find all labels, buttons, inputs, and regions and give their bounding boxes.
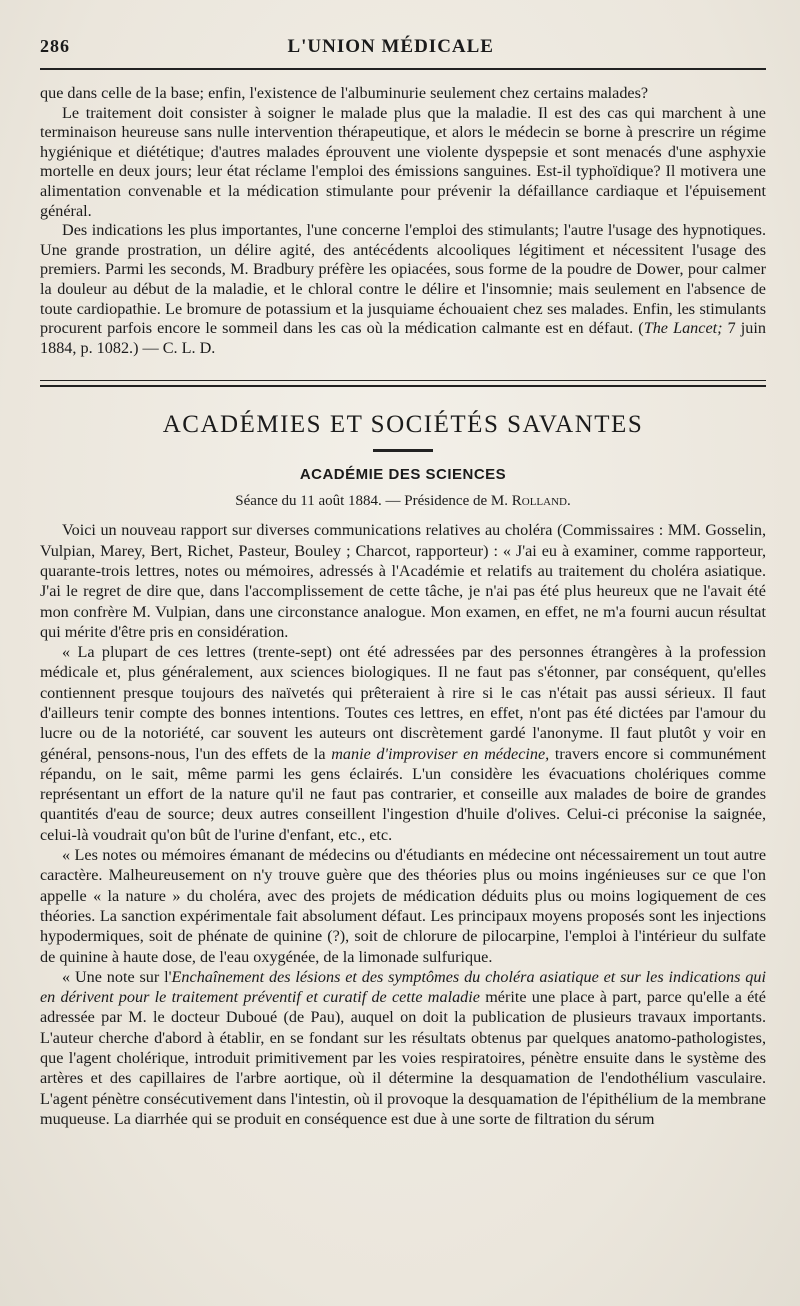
report-text: [40, 520, 766, 1129]
header-rule: [40, 68, 766, 70]
journal-title: L'UNION MÉDICALE: [287, 36, 494, 57]
title-rule: [373, 449, 433, 452]
paragraph-text: « Une note sur l': [62, 967, 172, 986]
seance-date: Séance du 11 août 1884. — Présidence de M.: [235, 493, 512, 510]
section-divider: [40, 380, 766, 387]
paragraph: « Les notes ou mémoires émanant de médecins ou d'étudiants en médecine ont nécessairement un tout autre caractère. Malheureusement on n'y trouve guère que des théories plus ou moins ingénieuses sur ce que l'on appelle « la nature » du choléra, avec des projets de médication déduits plus ou moins logiquement de ces théories. La sanction expérimentale fait absolument défaut. Les principaux moyens proposés sont les injections hypodermiques, soit de phénate de quinine (?), soit de chlorure de pilocarpine, l'emploi à l'intérieur du sulfate de quinine à haute dose, de l'eau oxygénée, de la limonade sulfurique.: [40, 846, 766, 966]
article-continuation: [40, 84, 766, 358]
seance-end: .: [566, 493, 571, 510]
source-citation: The Lancet;: [643, 319, 723, 338]
paragraph-text: « La plupart de ces lettres (trente-sept) ont été adressées par des personnes étrangères à la profession médicale et, plus généralement, aux sciences biologiques. Il ne faut pas s'étonner, par conséquent, qu'elles contiennent presque toujours des naïvetés qui prêteraient à rire si le cas n'était pas aussi sérieux. Il faut d'ailleurs tenir compte des bonnes intentions. Toutes ces lettres, en effet, n'ont pas été dictées par l'amour du lucre ou de la notoriété, car souvent les auteurs ont discrètement gardé l'anonyme. Il faut plutôt y voir en général, pensons-nous, l'un des effets de la: [40, 643, 766, 763]
subsection-title: ACADÉMIE DES SCIENCES: [299, 466, 507, 484]
emphasis: manie d'improviser en médecine,: [331, 744, 550, 763]
seance-line: [40, 493, 766, 510]
paragraph: [40, 642, 766, 845]
note-title: Enchaînement des lésions et des symptômes du choléra asiatique et sur les indications qui en dérivent pour le traitement préventif et curatif de cette maladie: [40, 967, 766, 1007]
paragraph-text: mérite une place à part, parce qu'elle a été adressée par M. le docteur Duboué (de Pau), auquel on doit la publication de plusieurs travaux importants. L'auteur cherche d'abord à établir, en se fondant sur les résultats obtenus par quelques anatomo-pathologistes, que l'agent cholérique, introduit primitivement par les voies respiratoires, pénètre ensuite dans le système des artères et des capillaires de l'arbre aortique, où il détermine la desquamation de l'endothélium vasculaire. L'agent pénètre consécutivement dans l'intestin, où il provoque la desquamation de l'épithélium de la membrane muqueuse. La diarrhée qui se produit en conséquence est due à une sorte de filtration du sérum: [40, 988, 766, 1128]
paragraph-text: travers encore si communément répandu, on le sait, même parmi les gens éclairés. L'un considère les évacuations cholériques comme représentant un effort de la nature qu'il ne faut pas contrarier, et conseille aux malades de boire de grandes quantités d'eau de source; deux autres conseillent l'ingestion d'huile d'olives. Celui-ci préconise la saignée, celui-là voudrait qu'on bût de l'urine d'enfant, etc., etc.: [40, 744, 766, 844]
paragraph: [40, 967, 766, 1129]
paragraph: Voici un nouveau rapport sur diverses communications relatives au choléra (Commissaires : MM. Gosselin, Vulpian, Marey, Bert, Richet, Pasteur, Bouley ; Charcot, rapporteur) : « J'ai eu à examiner, comme rapporteur, quarante-trois lettres, notes ou mémoires, adressés à l'Académie et relatifs au traitement du choléra asiatique. J'ai le regret de dire que, dans l'accomplissement de cette tâche, je n'ai pas été plus heureux que ne l'avait été mon confrère M. Vulpian, dans une circonstance analogue. Mon examen, en effet, ne m'a fourni aucun résultat qui mérite d'être pris en considération.: [40, 521, 766, 641]
page-header: [40, 30, 766, 64]
section-title: ACADÉMIES ET SOCIÉTÉS SAVANTES: [162, 411, 644, 439]
paragraph: Le traitement doit consister à soigner le malade plus que la maladie. Il est des cas qui marchent à une terminaison heureuse sans nulle intervention thérapeutique, et alors le médecin se borne à prescrire un régime hygiénique et diététique; d'autres malades éprouvent une violente dyspepsie et sont menacés d'une asphyxie mortelle en deux jours; leur état réclame l'emploi des émissions sanguines. Est-il typhoïdique? Il motivera une alimentation convenable et la médication stimulante pour prévenir la défaillance cardiaque et l'épuisement général.: [40, 103, 766, 220]
page-number: 286: [40, 36, 70, 56]
paragraph-text: Des indications les plus importantes, l'une concerne l'emploi des stimulants; l'autre l'usage des hypnotiques. Une grande prostration, un délire agité, des antécédents alcooliques légitiment et nécessitent l'usage des premiers. Parmi les seconds, M. Bradbury préfère les opiacées, sous forme de la poudre de Dower, pour calmer la douleur au début de la maladie, et le chloral contre le délire et l'insomnie; mais seulement en l'absence de toute cardiopathie. Le bromure de potassium et la jusquiame échouaient chez ses malades. Enfin, les stimulants procurent parfois encore le sommeil dans les cas où la médication calmante est en défaut. (: [40, 221, 766, 338]
paragraph: que dans celle de la base; enfin, l'existence de l'albuminurie seulement chez certains malades?: [40, 84, 649, 102]
paragraph-signature: 7 juin 1884, p. 1082.) — C. L. D.: [40, 319, 766, 357]
president-name: Rolland: [511, 493, 567, 510]
paragraph: [40, 221, 766, 358]
